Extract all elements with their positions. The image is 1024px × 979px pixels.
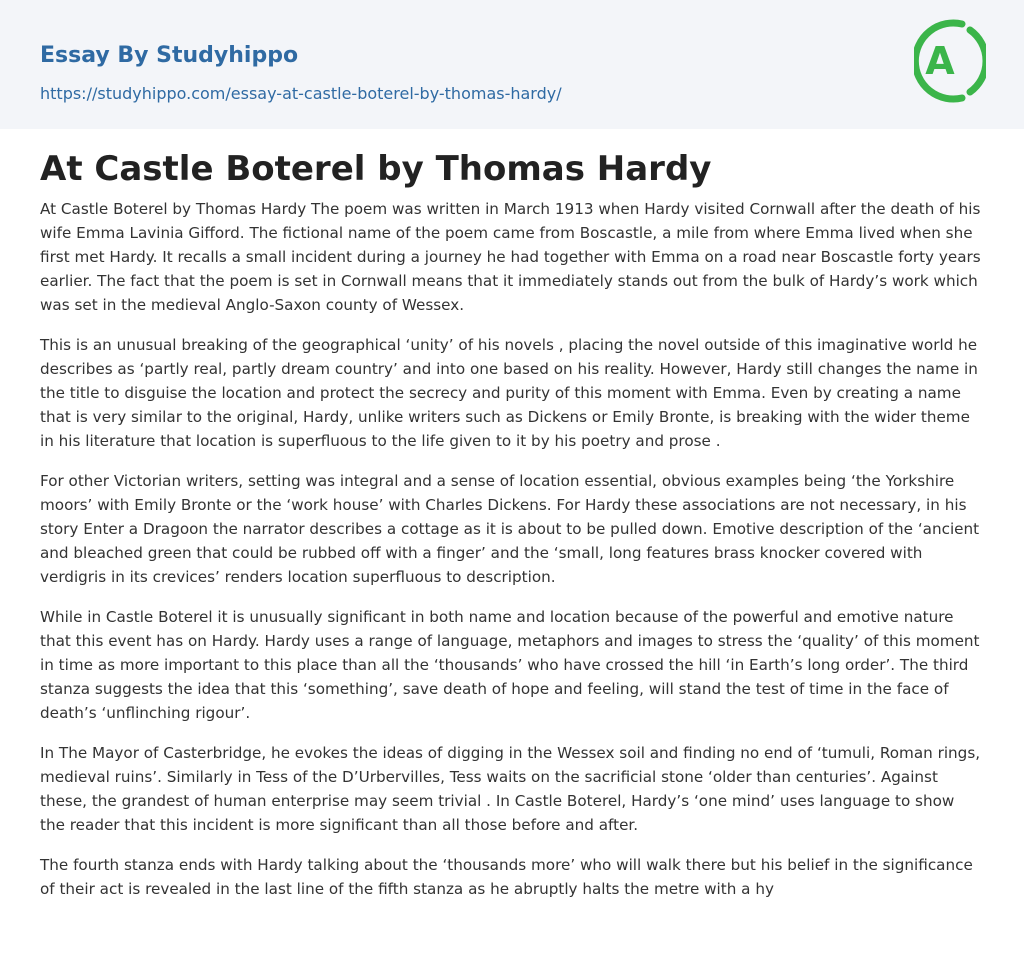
site-header xyxy=(0,0,1024,129)
page-title: At Castle Boterel by Thomas Hardy xyxy=(40,149,712,189)
paragraph: At Castle Boterel by Thomas Hardy The poem was written in March 1913 when Hardy visited Cornwall after the death of his wife Emma Lavinia Gifford. The fictional name of the poem came from Boscastle, a mile from where Emma lived when she first met Hardy. It recalls a small incident during a journey he had together with Emma on a road near Boscastle forty years earlier. The fact that the poem is set in Cornwall means that it immediately stands out from the bulk of Hardy’s work which was set in the medieval Anglo-Saxon county of Wessex. xyxy=(40,200,981,314)
article xyxy=(0,129,1024,901)
essay-url-link[interactable]: https://studyhippo.com/essay-at-castle-boterel-by-thomas-hardy/ xyxy=(40,84,562,103)
paragraph: While in Castle Boterel it is unusually significant in both name and location because of the powerful and emotive nature that this event has on Hardy. Hardy uses a range of language, metaphors and images to stress the ‘quality’ of this moment in time as more important to this place than all the ‘thousands’ who have crossed the hill ‘in Earth’s long order’. The third stanza suggests the idea that this ‘something’, save death of hope and feeling, will stand the test of time in the face of death’s ‘unflinching rigour’. xyxy=(40,608,980,722)
paragraph: In The Mayor of Casterbridge, he evokes the ideas of digging in the Wessex soil and finding no end of ‘tumuli, Roman rings, medieval ruins’. Similarly in Tess of the D’Urbervilles, Tess waits on the sacrificial stone ‘older than centuries’. Against these, the grandest of human enterprise may seem trivial . In Castle Boterel, Hardy’s ‘one mind’ uses language to show the reader that this incident is more significant than all those before and after. xyxy=(40,744,981,834)
studyhippo-logo-icon[interactable] xyxy=(914,18,986,106)
paragraph: For other Victorian writers, setting was integral and a sense of location essential, obvious examples being ‘the Yorkshire moors’ with Emily Bronte or the ‘work house’ with Charles Dickens. For Hardy these associations are not necessary, in his story Enter a Dragoon the narrator describes a cottage as it is about to be pulled down. Emotive description of the ‘ancient and bleached green that could be rubbed off with a finger’ and the ‘small, long features brass knocker covered with verdigris in its crevices’ renders location superfluous to description. xyxy=(40,472,980,586)
paragraph: The fourth stanza ends with Hardy talking about the ‘thousands more’ who will walk there but his belief in the significance of their act is revealed in the last line of the fifth stanza as he abruptly halts the metre with a hy xyxy=(40,856,973,898)
paragraph: This is an unusual breaking of the geographical ‘unity’ of his novels , placing the novel outside of this imaginative world he describes as ‘partly real, partly dream country’ and into one based on his reality. However, Hardy still changes the name in the title to disguise the location and protect the secrecy and purity of this moment with Emma. Even by creating a name that is very similar to the original, Hardy, unlike writers such as Dickens or Emily Bronte, is breaking with the wider theme in his literature that location is superfluous to the life given to it by his poetry and prose . xyxy=(40,336,978,450)
logo-letter: A xyxy=(925,39,955,83)
brand-title: Essay By Studyhippo xyxy=(40,43,299,68)
